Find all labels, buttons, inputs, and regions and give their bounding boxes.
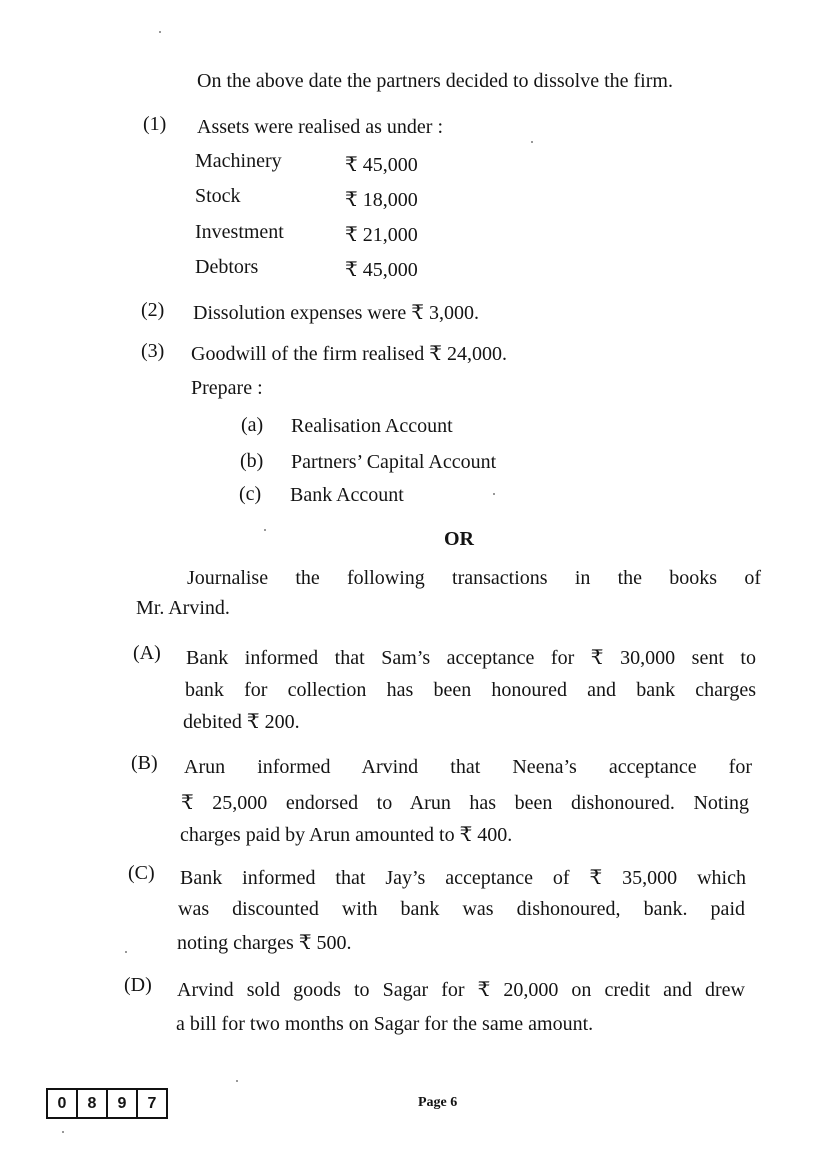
code-digit: 7 (147, 1095, 157, 1112)
item-3-text: Goodwill of the firm realised ₹ 24,000. (191, 343, 507, 365)
prepare-letter: (c) (239, 483, 262, 505)
journal-instruction-cont: Mr. Arvind. (136, 597, 230, 619)
prepare-item: Partners’ Capital Account (291, 451, 497, 473)
transaction-line: charges paid by Arun amounted to ₹ 400. (180, 824, 513, 846)
item-1-number: (1) (143, 113, 167, 135)
scan-speck (493, 493, 495, 495)
prepare-letter: (a) (241, 414, 264, 436)
transaction-letter: (C) (128, 862, 155, 884)
transaction-letter: (A) (133, 642, 161, 664)
item-3-number: (3) (141, 340, 165, 362)
transaction-line: noting charges ₹ 500. (177, 932, 352, 954)
scan-speck (62, 1131, 64, 1133)
transaction-letter: (D) (124, 974, 152, 996)
item-2-text: Dissolution expenses were ₹ 3,000. (193, 302, 480, 324)
transaction-line: a bill for two months on Sagar for the same amount. (176, 1013, 594, 1035)
asset-value: ₹ 45,000 (345, 259, 418, 281)
scan-speck (159, 31, 161, 33)
asset-name: Machinery (195, 150, 282, 172)
asset-name: Debtors (195, 256, 259, 278)
transaction-line: Arvind sold goods to Sagar for ₹ 20,000 on credit and drew (177, 979, 745, 1001)
item-1-text: Assets were realised as under : (197, 116, 444, 138)
transaction-line: Bank informed that Jay’s acceptance of ₹ 35,000 which (180, 867, 746, 889)
transaction-line: bank for collection has been honoured and bank charges (185, 679, 756, 701)
transaction-letter: (B) (131, 752, 158, 774)
transaction-line: ₹ 25,000 endorsed to Arun has been dishonoured. Noting (181, 792, 749, 814)
code-digit: 8 (78, 1090, 108, 1117)
journal-instruction: Journalise the following transactions in the books of (187, 567, 761, 589)
transaction-line: Bank informed that Sam’s acceptance for ₹ 30,000 sent to (186, 647, 756, 669)
asset-value: ₹ 21,000 (345, 224, 418, 246)
paper-code-boxes (46, 1088, 168, 1119)
item-2-number: (2) (141, 299, 165, 321)
asset-name: Stock (195, 185, 241, 207)
transaction-line: Arun informed Arvind that Neena’s acceptance for (184, 756, 752, 778)
prepare-label: Prepare : (191, 377, 263, 399)
or-divider: OR (444, 528, 474, 550)
scan-speck (531, 141, 533, 143)
asset-name: Investment (195, 221, 284, 243)
asset-value: ₹ 18,000 (345, 189, 418, 211)
page-number: Page 6 (418, 1095, 458, 1110)
intro-text: On the above date the partners decided to dissolve the firm. (197, 70, 673, 92)
scan-speck (264, 529, 266, 531)
code-digit: 0 (48, 1090, 78, 1117)
transaction-line: was discounted with bank was dishonoured, bank. paid (178, 898, 745, 920)
transaction-line: debited ₹ 200. (183, 711, 300, 733)
prepare-item: Realisation Account (291, 415, 453, 437)
prepare-item: Bank Account (290, 484, 404, 506)
code-digit: 9 (108, 1090, 138, 1117)
prepare-letter: (b) (240, 450, 264, 472)
scan-speck (125, 951, 127, 953)
asset-value: ₹ 45,000 (345, 154, 418, 176)
scan-speck (236, 1080, 238, 1082)
